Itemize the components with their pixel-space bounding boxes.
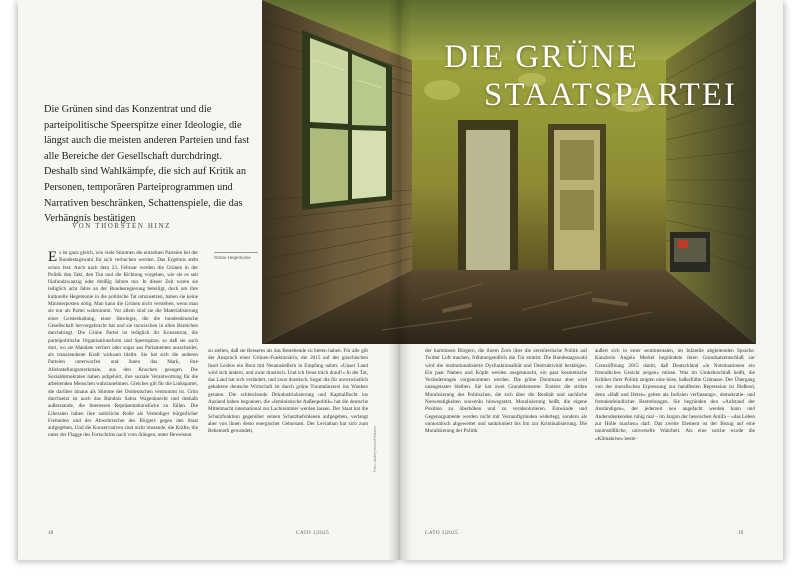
page-gutter: [388, 0, 412, 560]
photo-credit: Foto: Andrej Nizzo/Pictures: [373, 426, 377, 472]
body-column-1: [48, 250, 198, 518]
column-1-text: s ist ganz gleich, wie viele Stimmen die einzelnen Parteien bei der Bundestagswahl für sich verbuchen werden. Das Ergebnis steht schon fest. Auch nach dem 23. Februar werden die Grünen in der Politik den Takt, den Ton und die Richtung vorgeben, wie sie es seit fünfundzwanzig oder dreißig Jahren tun. In dieser Zeit waren sie lediglich acht Jahre an der Bundesregierung beteiligt, doch um ihre kulturelle Hegemonie in die politische Tat umzusetzen, haben sie keine Ministerposten nötig. Man kann die Grünen nicht verstehen, wenn man sie nur als Partei wahrnimmt. Vor allem sind sie die Materialisierung einer Geisteshaltung, einer Ideologie, die die bundesdeutsche Gesellschaft hervorgebracht hat und sie inzwischen in allen Bereichen durchdringt. Die Grüne Partei ist lediglich ihr Konzentrat, die parteipolitische Organisationsform und Speerspitze, so daß sie auch dort, wo sie Mandate verliert oder sogar aus Parlamenten ausscheidet, als transzendente Kraft wirksam bleibt. Sie hat sich die anderen Parteien unterworfen und ihnen das Mark, ihre Alleinstellungsmerkmale, aus den Knochen gesogen. Die Sozialdemokraten haben aufgehört, ihre soziale Verantwortung für die arbeitenden Menschen wahrzunehmen. Gleiches gilt für die Linkspartei, die darüber hinaus als Stimme der Ostdeutschen verstummt ist. Grün durchsetzt ist auch das Bündnis Sahra Wagenknecht und deshalb außerstande, die Interessen Repräsentationslücke zu füllen. Die Liberalen haben ihre natürliche Rolle als Verteidiger bürgerlicher Freiheiten und der Abwehrrechte des Bürgers gegen den Staat aufgegeben. Und die Konservativen sind nicht imstande, die Kräfte, die unter der Flagge des Fortschritts nach vorn drängen, unter Beweisnot: [48, 250, 198, 439]
headline-line-1: DIE GRÜNE: [444, 39, 639, 75]
left-page-number: 18: [48, 530, 54, 536]
side-note: Grüne Hegemonie: [214, 252, 258, 261]
right-page-number: 19: [738, 530, 744, 536]
left-magazine-issue: CATO 1|2025: [296, 530, 330, 536]
byline: VON THORSTEN HINZ: [72, 222, 172, 230]
body-column-3: der harmlosen Bürgern, die ihrem Zorn über die zerstörerische Politik auf Twitter Luft machen, frühmorgendlich die Tür eintritt. Die Bundestagswahl wird die institutionalisierte Dysfunktionalität und Destruktivität bestätigen. Ein paar Namen und Köpfe werden ausgetauscht, ein paar kosmetische Veränderungen vorgenommen werden. Die grüne Dominanz aber wird unangetastet bleiben. Sie hat zwei Grundelemente: Erstens die strikte Moralisierung des Politischen, die sich über die Realität und sachliche Notwendigkeiten souverän hinwegsetzt. Moralisierung heißt, die eigene Position zu überhöhen und zu verabsolutieren. Einwände und Gegenargumente werden nicht mit Vernunftgründen widerlegt, sondern als unmoralisch abgewertet und sanktioniert bis hin zur Kriminalisierung. Die Moralisierung der Politik: [425, 348, 587, 435]
body-column-2: zu stellen, daß sie Besseres als das Bestehende zu bieten haben. Für alle gilt der Anspruch einer Grünen-Funktionärin, die 2015 auf der griechischen Insel Lesbos ein Boot mit Neuansiedlern in Empfang nahm: »Unser Land wird sich ändern, und zwar drastisch. Und ich freue mich drauf!« In der Tat, das Land hat sich verändert, und zwar drastisch. Sogar die für unverwüstlich gehaltene deutsche Wirtschaft ist durch grüne Traumtänzerei ins Wanken geraten. Die schleichende Deindustrialisierung und Kapitalflucht ins Ausland haben begonnen, die »feministische Außenpolitik« hat die deutsche Mittelmacht international zur Lachnummer werden lassen. Der Staat hat die Schutzfunktion gegenüber seinen Schutzbefohlenen aufgegeben, verlangt aber von ihnen desto energischer Gehorsam. Der Leviathan hat sich zum Behemoth gewandelt,: [208, 348, 368, 435]
headline-line-2: STAATSPARTEI: [484, 77, 737, 113]
drop-cap: E: [48, 250, 58, 265]
right-magazine-issue: CATO 1|2025: [425, 530, 459, 536]
article-headline: [438, 38, 738, 114]
body-column-4: äußert sich in einer sentimentalen, im Infantile abgleitenden Sprache. Kanzlerin Angela Merkel begründete ihren Grundsatzentschluß zur Grenzöffnung 2015 damit, daß Deutschland »in Notsituationen ein freundliches Gesicht zeigen« müsse. Was im Umkehrschluß heißt, die Kritiker ihrer Politik zeigten eine böse, haßerfüllte Grimasse. Der Übergang von der moralischen Erpressung zur handfesten Repression ist fließend, denn »Haß und Hetze« gelten als Indizien verfassungs-, demokratie- und fremdenfeindlicher Bestrebungen. Sie begründen den »Aufstand der Anständigen«, der jederzeit neu angefacht werden kann und Andersdenkenden ruhig mal – im Jargon der hessischen Antifa – »das Leben zur Hölle machen« darf. Das zweite Element ist der Bezug auf eine unumstößliche, universelle Wahrheit. Als eine solche wurde die »Klimakrise« beste-: [595, 348, 755, 442]
intro-paragraph: Die Grünen sind das Konzentrat und die parteipolitische Speerspitze einer Ideologie, die längst auch die meisten anderen Parteien und fast alle Bereiche der Gesellschaft durchdringt. Deshalb sind Wahlkämpfe, die sich auf Kritik an Personen, temporären Parteiprogrammen und Narrativen beschränken, Schattenspiele, die das Verhängnis bestätigen: [44, 104, 250, 225]
